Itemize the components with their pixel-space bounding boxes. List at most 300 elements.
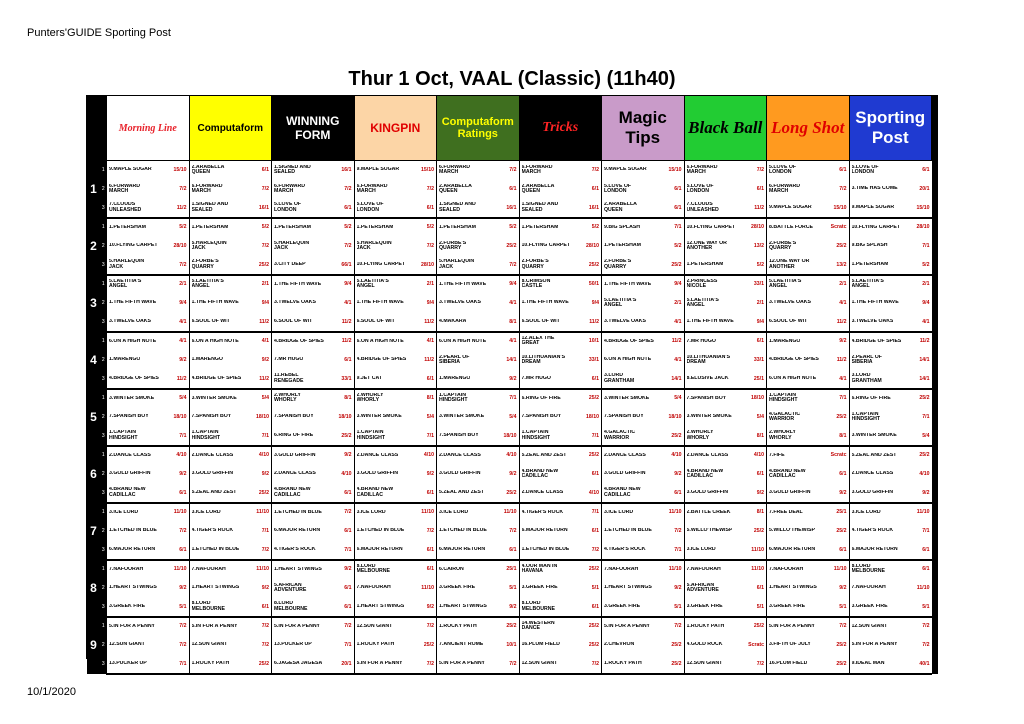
horse-name: 2.DANCE CLASS [191,452,234,458]
tip-cell [602,484,685,503]
odds: 11/10 [833,566,847,573]
horse-name: 1.PETERSHAM [274,224,311,230]
pick-rank: 2 [101,180,107,199]
odds: 25/2 [836,414,847,420]
horse-name: 7.NAFOORAH [109,566,144,572]
odds: 14/1 [671,375,682,382]
horse-name: 1.CAPTAIN HINDSIGHT [191,430,221,441]
tip-cell [684,655,767,674]
page-header: Punters'GUIDE Sporting Post [27,27,171,39]
horse-name: 3.LORD GRANTHAM [851,373,882,384]
tip-cell [767,256,850,275]
tip-cell [272,256,355,275]
horse-name: 4.GOLD ROCK [686,642,723,648]
tip-cell [519,579,602,598]
provider-name: Computaform [197,122,264,134]
pick-rank: 3 [101,199,107,218]
horse-name: 3.LORD GRANTHAM [604,373,635,384]
tip-cell [437,636,520,655]
odds: 7/2 [179,642,187,648]
horse-name: 1.ROCKY PATH [686,623,725,629]
tip-cell [849,199,932,218]
horse-name: 2.BATTLE CREEK [686,509,731,515]
horse-name: 2.WHORLY WHORLY [274,392,301,404]
tip-cell [519,541,602,560]
tip-cell [602,161,685,180]
odds: 7/2 [922,642,930,648]
horse-name: 2.FORBE'S QUARRY [604,259,632,270]
tip-cell [189,655,272,674]
odds: 11/10 [751,546,764,553]
table-row [87,313,938,332]
side-margin [932,598,938,617]
horse-name: 2.ARABELLA QUEEN [604,202,637,213]
race-number: 8 [87,560,101,617]
odds: 25/2 [588,642,599,648]
odds: 9/2 [179,471,187,477]
pick-rank: 2 [101,408,107,427]
horse-name: 11.REBEL RENEGADE [274,373,304,384]
tip-cell [849,256,932,275]
odds: 7/1 [591,432,599,439]
horse-name: 5.WILLO'THEWISP [769,528,815,534]
horse-name: 6.FORWARD MARCH [769,183,801,194]
tip-cell [849,655,932,674]
odds: 9/4 [591,300,599,306]
odds: 7/2 [261,546,269,553]
odds: 2/1 [839,281,847,288]
odds: 25/2 [588,623,599,630]
odds: 7/2 [756,660,764,667]
tip-cell [107,484,190,503]
tip-cell [437,484,520,503]
tip-cell [272,180,355,199]
tip-cell [519,275,602,294]
odds: 15/10 [421,167,434,173]
tip-cell [602,237,685,256]
table-row [87,598,938,617]
horse-name: 6.MAJOR RETURN [439,547,486,553]
tip-cell [602,579,685,598]
odds: 5/2 [344,224,352,231]
tip-cell [684,560,767,579]
odds: 6/1 [591,528,599,534]
tip-cell [437,541,520,560]
horse-name: 3.WINTER SMOKE [686,414,732,420]
tip-cell [107,598,190,617]
horse-name: 5.LAETITIA'S ANGEL [851,278,884,290]
horse-name: 9.MAPLE SUGAR [769,205,812,211]
tip-cell [602,636,685,655]
horse-name: 7.NAFOORAH [769,566,804,572]
tip-cell [602,351,685,370]
horse-name: 6.SOUL OF WIT [274,319,313,325]
horse-name: 1.MARENGO [769,338,801,344]
tip-cell [849,161,932,180]
odds: 8/1 [756,509,764,516]
odds: 11/10 [916,585,930,591]
horse-name: 1.SIGNED AND SEALED [274,164,311,175]
side-margin [932,237,938,256]
odds: 11/2 [259,375,269,382]
horse-name: 7.NAFOORAH [604,566,639,572]
provider-header-sporting-post [849,96,932,161]
horse-name: 1.ETCHED IN BLUE [439,528,487,534]
tip-cell [849,389,932,408]
table-row [87,370,938,389]
odds: 25/2 [506,489,517,496]
horse-name: 6.MAJOR RETURN [274,528,321,534]
table-row [87,332,938,351]
side-margin [932,161,938,180]
odds: 6/1 [922,566,930,573]
horse-name: 2.WHORLY WHORLY [356,392,384,404]
horse-name: 5.ZEAL AND ZEST [191,490,237,496]
tip-cell [519,218,602,237]
horse-name: 5.LOVE OF LONDON [851,164,879,175]
tip-cell [354,275,437,294]
table-row [87,446,938,465]
tip-cell [849,427,932,446]
odds: 6/1 [426,375,434,382]
odds: 5/2 [922,261,930,268]
tip-cell [107,389,190,408]
tips-grid [86,95,937,667]
horse-name: 3.ICE LORD [109,509,139,515]
odds: 33/1 [341,375,352,382]
odds: 7/1 [674,546,682,553]
tip-cell [189,180,272,199]
odds: 16/1 [341,167,352,173]
tip-cell [767,503,850,522]
tip-cell [107,275,190,294]
odds: 25/2 [258,261,269,268]
horse-name: 12.SUN GIANT [521,661,558,667]
tip-cell [767,408,850,427]
horse-name: 3.FIFTH OF JULY [769,642,811,648]
horse-name: 1.THE FIFTH WAVE [686,319,734,325]
tip-cell [437,218,520,237]
odds: 6/1 [839,471,847,477]
tip-cell [272,655,355,674]
side-margin [932,579,938,598]
provider-header-black-ball [684,96,767,161]
side-margin [932,560,938,579]
table-row [87,161,938,180]
horse-name: 10.FLYING CARPET [851,224,901,230]
odds: 9/2 [426,471,434,477]
horse-name: 5.HARLEQUIN JACK [191,240,227,251]
tip-cell [272,332,355,351]
horse-name: 5.LOVE OF LONDON [769,164,797,175]
horse-name: 4.BRAND NEW CADILLAC [686,468,724,479]
odds: 9/2 [839,338,847,345]
odds: 6/1 [426,204,434,211]
horse-name: 3.TIME HAS COME [851,186,898,192]
tip-cell [602,199,685,218]
odds: 6/1 [261,167,269,173]
horse-name: 1.ROCKY PATH [356,642,395,648]
tip-cell [107,617,190,636]
odds: 11/10 [668,566,682,573]
page-title: Thur 1 Oct, VAAL (Classic) (11h40) [348,68,676,90]
tip-cell [767,275,850,294]
tip-cell [849,370,932,389]
horse-name: 3.GOLD GRIFFIN [686,490,728,496]
odds: 18/10 [338,414,352,420]
horse-name: 2.DANCE CLASS [851,471,894,477]
odds: 18/10 [256,414,269,420]
horse-name: 5.LOVE OF LONDON [356,202,384,213]
horse-name: 5.AFRICAN ADVENTURE [686,582,719,593]
tip-cell [437,294,520,313]
odds: 11/2 [341,338,352,345]
odds: 7/2 [591,546,599,553]
tip-cell [519,427,602,446]
horse-name: 6.SOUL OF WIT [769,319,808,325]
horse-name: 8.LORD MELBOURNE [191,601,225,612]
horse-name: 10.LITHUANIAN'S DREAM [521,354,566,365]
odds: 7/2 [922,623,930,630]
tip-cell [189,446,272,465]
side-margin [932,218,938,237]
horse-name: 1.ETCHED IN BLUE [604,528,652,534]
tip-cell [437,446,520,465]
tip-cell [354,617,437,636]
odds: 7/2 [179,623,187,630]
tip-cell [767,560,850,579]
tip-cell [849,503,932,522]
tip-cell [107,560,190,579]
tip-cell [354,351,437,370]
odds: 5/4 [179,395,187,402]
horse-name: 3.CITY DEEP [274,262,306,268]
horse-name: 5.LAETITIA'S ANGEL [191,278,224,290]
odds: 9/2 [509,603,517,610]
horse-name: 16.PLUM FIELD [769,661,808,667]
tip-cell [189,522,272,541]
tip-cell [272,541,355,560]
horse-name: 9.BIG SPLASH [851,243,888,249]
horse-name: 6.ON A HIGH NOTE [769,376,817,382]
horse-name: 6.MAJOR RETURN [109,547,156,553]
horse-name: 3.ICE LORD [439,509,469,515]
odds: 9/2 [839,585,847,591]
odds: 9/4 [261,300,269,306]
horse-name: 9.MAPLE SUGAR [604,167,647,173]
odds: 20/1 [919,186,930,192]
tip-cell [272,161,355,180]
horse-name: 2.FORBE'S QUARRY [769,240,797,251]
odds: 7/2 [674,623,682,630]
tip-cell [684,598,767,617]
side-margin [932,522,938,541]
table-row [87,389,938,408]
side-margin [932,199,938,218]
tip-cell [684,522,767,541]
tip-cell [272,313,355,332]
tip-cell [849,541,932,560]
tip-cell [107,351,190,370]
horse-name: 2.CHEVRON [604,642,635,648]
horse-name: 1.THE FIFTH WAVE [521,300,569,306]
odds: 9/2 [674,585,682,591]
side-margin [932,370,938,389]
odds: 6/1 [839,167,847,173]
horse-name: 2.WHORLY WHORLY [686,430,714,441]
horse-name: 4.BRIDGE OF SPIES [604,338,654,344]
tip-cell [272,408,355,427]
provider-name: Long Shot [771,118,845,137]
odds: 25/1 [753,375,764,382]
horse-name: 1.CAPTAIN HINDSIGHT [769,392,798,404]
table-row [87,180,938,199]
horse-name: 1.HEART STWINGS [191,585,240,591]
odds: 5/1 [922,603,930,610]
odds: 13/2 [753,243,764,249]
odds: 15/10 [668,167,682,173]
odds: 5/1 [179,603,187,610]
horse-name: 6.RING OF FIRE [274,433,314,439]
horse-name: 9.JET CAT [356,376,383,382]
race-number: 7 [87,503,101,560]
tip-cell [602,313,685,332]
tip-cell [684,484,767,503]
odds: 7/1 [922,243,930,249]
tip-cell [107,370,190,389]
odds: 6/1 [674,186,682,192]
horse-name: 12.ONE WAY OR ANOTHER [769,259,810,270]
tip-cell [767,579,850,598]
provider-name: Magic Tips [618,108,667,147]
tip-cell [437,313,520,332]
horse-name: 12.SUN GIANT [686,661,723,667]
tip-cell [354,427,437,446]
tip-cell [272,370,355,389]
horse-name: 4.BRIDGE OF SPIES [851,338,902,344]
tip-cell [684,256,767,275]
horse-name: 4.BRAND NEW CADILLAC [521,468,559,479]
horse-name: 5.ZEAL AND ZEST [851,452,897,458]
tip-cell [684,389,767,408]
horse-name: 1.SIGNED AND SEALED [439,202,476,213]
tip-cell [437,332,520,351]
horse-name: 4.BRIDGE OF SPIES [274,338,324,344]
horse-name: 7.MR HUGO [686,338,716,344]
tip-cell [849,560,932,579]
pick-rank: 2 [101,237,107,256]
horse-name: 6.ON A HIGH NOTE [109,338,157,344]
tip-cell [767,636,850,655]
horse-name: 3.GOLD GRIFFIN [851,490,893,496]
odds: 18/10 [173,414,187,420]
tip-cell [684,313,767,332]
odds: 14/1 [919,375,930,382]
odds: 11/10 [256,566,269,573]
tip-cell [189,294,272,313]
tip-cell [519,313,602,332]
odds: 7/1 [591,509,599,516]
horse-name: 1.CAPTAIN HINDSIGHT [851,411,881,422]
horse-name: 5.IN FOR A PENNY [274,623,321,629]
horse-name: 4.TIGER'S ROCK [274,547,316,553]
tip-cell [354,218,437,237]
odds: 28/10 [421,261,434,268]
odds: 9/4 [509,281,517,288]
horse-name: 1.ROCKY PATH [191,661,230,667]
tip-cell [437,161,520,180]
odds: 5/2 [509,224,517,231]
odds: 4/1 [839,375,847,382]
odds: 11/10 [421,509,434,516]
tip-cell [107,332,190,351]
odds: 6/1 [839,546,847,553]
odds: 11/2 [671,338,682,345]
odds: 4/1 [261,338,269,345]
odds: 25/2 [671,261,682,268]
odds: 4/10 [506,452,517,459]
horse-name: 2.ARABELLA QUEEN [191,164,225,175]
tip-cell [519,503,602,522]
tip-cell [849,617,932,636]
horse-name: 8.LORD MELBOURNE [851,563,885,575]
odds: 11/10 [668,509,682,516]
tip-cell [437,503,520,522]
tip-cell [767,294,850,313]
horse-name: 3.TWELVE OAKS [769,300,811,306]
horse-name: 4.TIGER'S ROCK [191,528,234,534]
odds: 9/4 [674,281,682,288]
tip-cell [437,351,520,370]
tip-cell [767,332,850,351]
side-margin [932,636,938,655]
tip-cell [107,655,190,674]
odds: 11/2 [424,318,434,325]
horse-name: 1.PETERSHAM [439,224,476,230]
tip-cell [437,579,520,598]
odds: 7/2 [509,528,517,534]
horse-name: 9.MAPLE SUGAR [356,167,400,173]
odds: 4/10 [423,452,434,459]
horse-name: 6.ON A HIGH NOTE [604,357,652,363]
tip-cell [602,541,685,560]
horse-name: 5.LOVE OF LONDON [686,183,714,194]
odds: 9/2 [179,585,187,591]
odds: 7/2 [344,186,352,192]
tip-cell [519,617,602,636]
tip-cell [767,522,850,541]
tip-cell [767,237,850,256]
tip-cell [602,218,685,237]
odds: 25/2 [588,452,599,459]
tip-cell [272,560,355,579]
tip-cell [189,427,272,446]
horse-name: 1.PETERSHAM [356,224,394,230]
horse-name: 1.ETCHED IN BLUE [191,547,240,553]
tip-cell [684,275,767,294]
odds: 10/1 [588,338,599,345]
odds: 7/2 [591,660,599,667]
tip-cell [519,332,602,351]
horse-name: 4.GALACTIC WARRIOR [769,411,801,422]
tip-cell [354,256,437,275]
horse-name: 6.FORWARD MARCH [356,183,388,194]
odds: 4/1 [674,357,682,363]
odds: 6/1 [344,357,352,363]
odds: 40/1 [919,660,930,667]
odds: 7/1 [344,546,352,553]
horse-name: 4.BRAND NEW CADILLAC [356,487,394,498]
